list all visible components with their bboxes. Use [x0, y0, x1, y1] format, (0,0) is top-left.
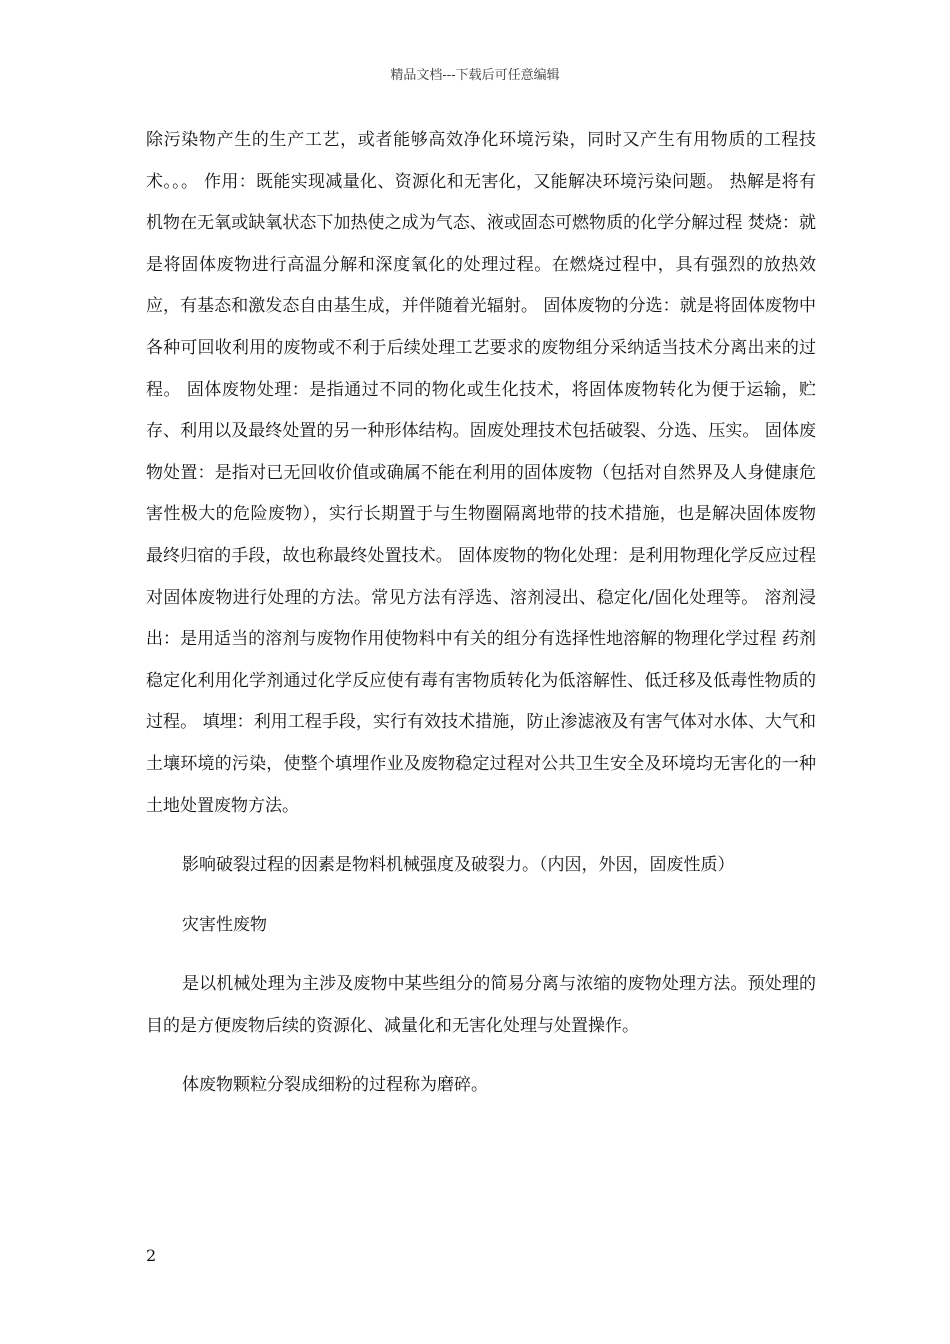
paragraph-pretreatment: 是以机械处理为主涉及废物中某些组分的简易分离与浓缩的废物处理方法。预处理的目的是方便废物后续的资源化、减量化和无害化处理与处置操作。: [146, 974, 816, 1036]
paragraph-crushing-factors: 影响破裂过程的因素是物料机械强度及破裂力。（内因，外因，固废性质）: [182, 855, 735, 876]
document-body: [146, 120, 816, 1107]
paragraph-definitions: 除污染物产生的生产工艺，或者能够高效净化环境污染，同时又产生有用物质的工程技术。。。 作用：既能实现减量化、资源化和无害化，又能解决环境污染问题。 热解是将有机物在无氧或缺氧状态下加热使之成为气态、液或固态可燃物质的化学分解过程 焚烧：就是将固体废物进行高温分解和深度氧化的处理过程。在燃烧过程中，具有强烈的放热效应，有基态和激发态自由基生成，并伴随着光辐射。 固体废物的分选：就是将固体废物中各种可回收利用的废物或不利于后续处理工艺要求的废物组分采纳适当技术分离出来的过程。 固体废物处理：是指通过不同的物化或生化技术，将固体废物转化为便于运输，贮存、利用以及最终处置的另一种形体结构。固废处理技术包括破裂、分选、压实。 固体废物处置：是指对已无回收价值或确属不能在利用的固体废物（包括对自然界及人身健康危害性极大的危险废物），实行长期置于与生物圈隔离地带的技术措施，也是解决固体废物最终归宿的手段，故也称最终处置技术。 固体废物的物化处理：是利用物理化学反应过程对固体废物进行处理的方法。常见方法有浮选、溶剂浸出、稳定化/固化处理等。 溶剂浸出：是用适当的溶剂与废物作用使物料中有关的组分有选择性地溶解的物理化学过程 药剂稳定化利用化学剂通过化学反应使有毒有害物质转化为低溶解性、低迁移及低毒性物质的过程。 填埋：利用工程手段，实行有效技术措施，防止渗滤液及有害气体对水体、大气和土壤环境的污染，使整个填埋作业及废物稳定过程对公共卫生安全及环境均无害化的一种土地处置废物方法。: [146, 130, 816, 816]
paragraph-grinding: 体废物颗粒分裂成细粉的过程称为磨碎。: [182, 1075, 488, 1096]
page-number: 2: [146, 1246, 157, 1265]
paragraph-hazardous-waste: 灾害性废物: [182, 914, 267, 935]
page-header: 精品文档---下载后可任意编辑: [390, 68, 560, 83]
